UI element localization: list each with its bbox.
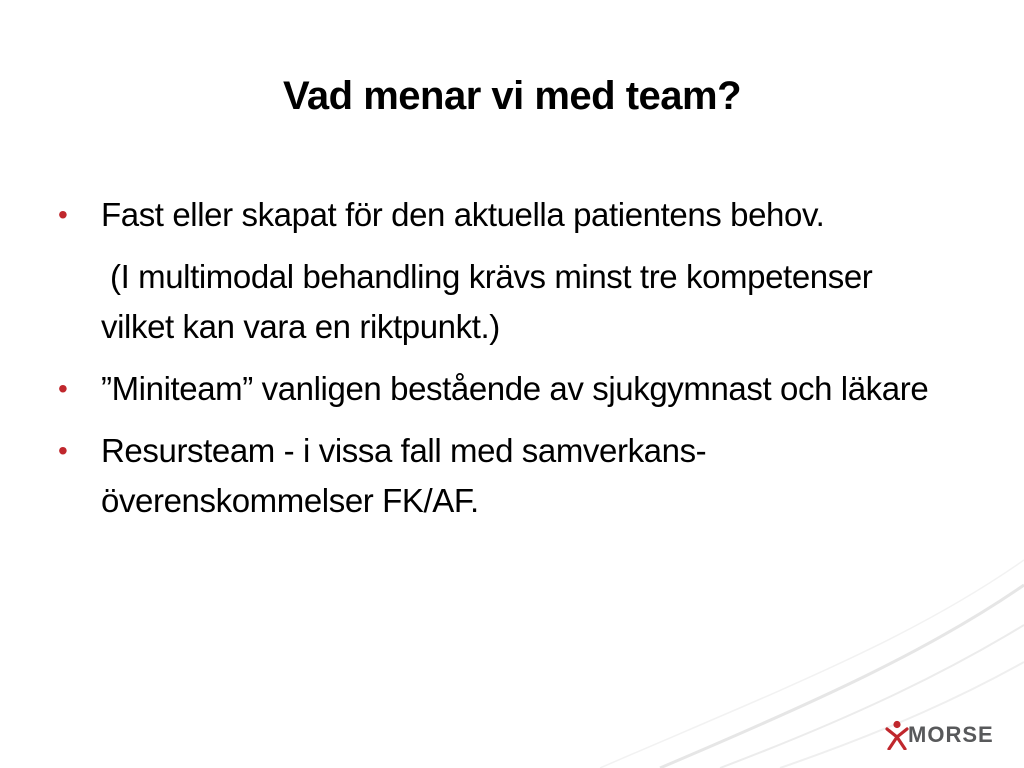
bullet-item (56, 190, 936, 240)
logo-text: MORSE (908, 722, 994, 747)
bullet-item (56, 364, 936, 414)
bullet-dot-icon: • (58, 199, 68, 230)
slide-body (56, 190, 936, 538)
bullet-text: Resursteam - i vissa fall med samverkans-överenskommelser FK/AF. (101, 432, 707, 519)
person-figure-icon (884, 720, 910, 750)
paragraph-text: (I multimodal behandling krävs minst tre kompetenser vilket kan vara en riktpunkt.) (101, 258, 873, 345)
bullet-text: Fast eller skapat för den aktuella patientens behov. (101, 196, 825, 233)
slide-title: Vad menar vi med team? (282, 74, 742, 118)
bullet-text: ”Miniteam” vanligen bestående av sjukgymnast och läkare (101, 370, 929, 407)
bullet-item (56, 426, 936, 526)
morse-logo (884, 716, 1014, 756)
bullet-dot-icon: • (58, 435, 68, 466)
bullet-dot-icon: • (58, 373, 68, 404)
sub-paragraph (56, 252, 936, 352)
